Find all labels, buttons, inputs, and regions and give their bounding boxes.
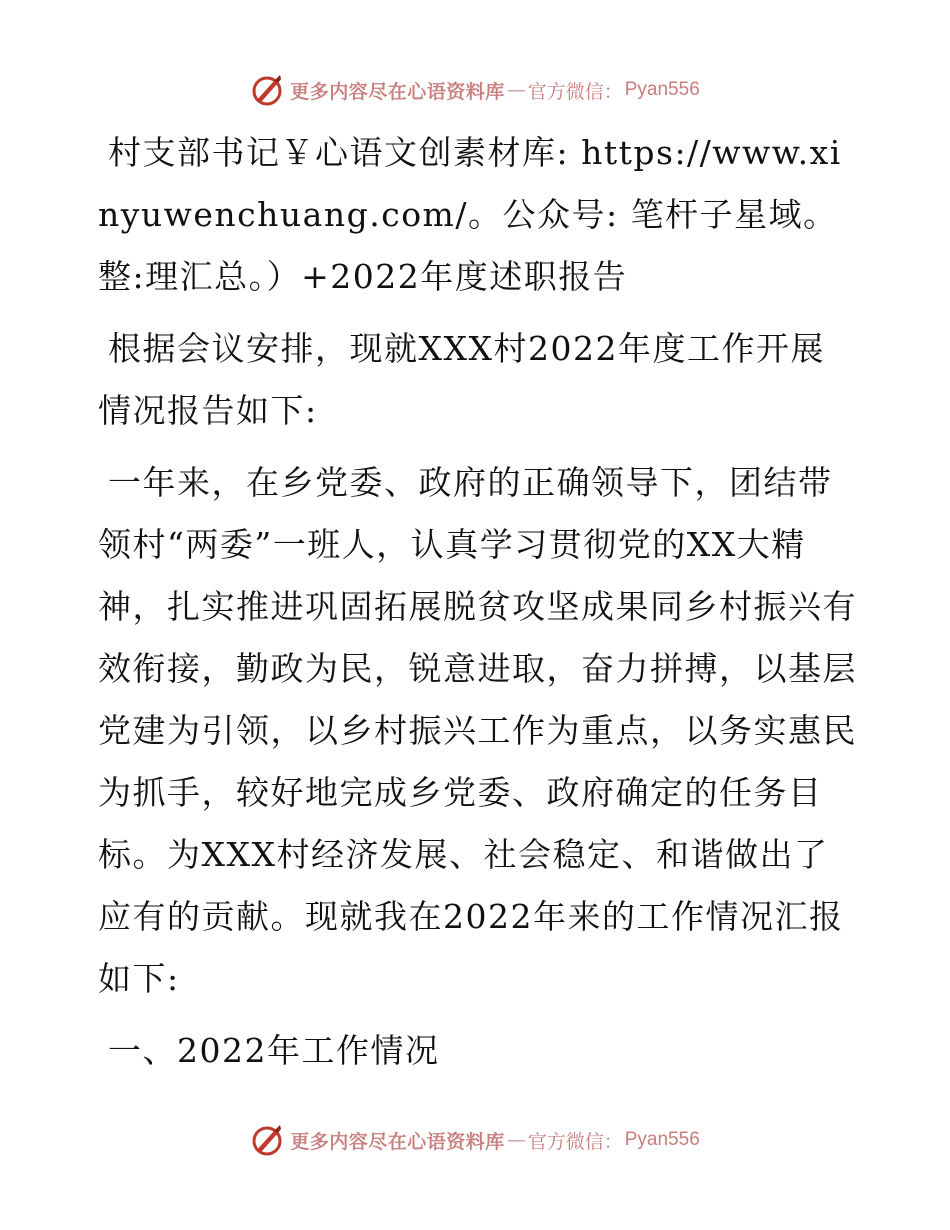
quill-pen-logo-icon xyxy=(250,73,284,107)
watermark-site-text: 更多内容尽在心语资料库 xyxy=(290,80,505,103)
section-heading: 一、2022年工作情况 xyxy=(108,1031,440,1070)
header-watermark xyxy=(0,70,950,110)
document-title-line: 村支部书记￥心语文创素材库: https://www.xinyuwenchuang.com/。公众号: 笔杆子星域。整:理汇总。）+2022年度述职报告 xyxy=(98,133,842,296)
quill-pen-logo-icon xyxy=(250,1123,284,1157)
watermark-dash: — xyxy=(506,79,526,101)
watermark-wechat-label: 官方微信： xyxy=(527,1130,623,1153)
watermark-site-text: 更多内容尽在心语资料库 xyxy=(290,1130,505,1153)
footer-watermark xyxy=(0,1120,950,1160)
watermark-wechat-id: Pyan556 xyxy=(624,79,700,100)
watermark-wechat-label: 官方微信： xyxy=(527,80,623,103)
paragraph-intro: 根据会议安排，现就XXX村2022年度工作开展情况报告如下: xyxy=(98,329,825,430)
watermark-dash: — xyxy=(506,1129,526,1151)
document-body xyxy=(98,122,858,1092)
watermark-wechat-id: Pyan556 xyxy=(624,1129,700,1150)
paragraph-summary: 一年来，在乡党委、政府的正确领导下，团结带领村“两委”一班人，认真学习贯彻党的XX大精神，扎实推进巩固拓展脱贫攻坚成果同乡村振兴有效衔接，勤政为民，锐意进取，奋力拼搏，以基层党建为引领，以乡村振兴工作为重点，以务实惠民为抓手，较好地完成乡党委、政府确定的任务目标。为XXX村经济发展、社会稳定、和谐做出了应有的贡献。现就我在2022年来的工作情况汇报如下: xyxy=(98,463,857,998)
